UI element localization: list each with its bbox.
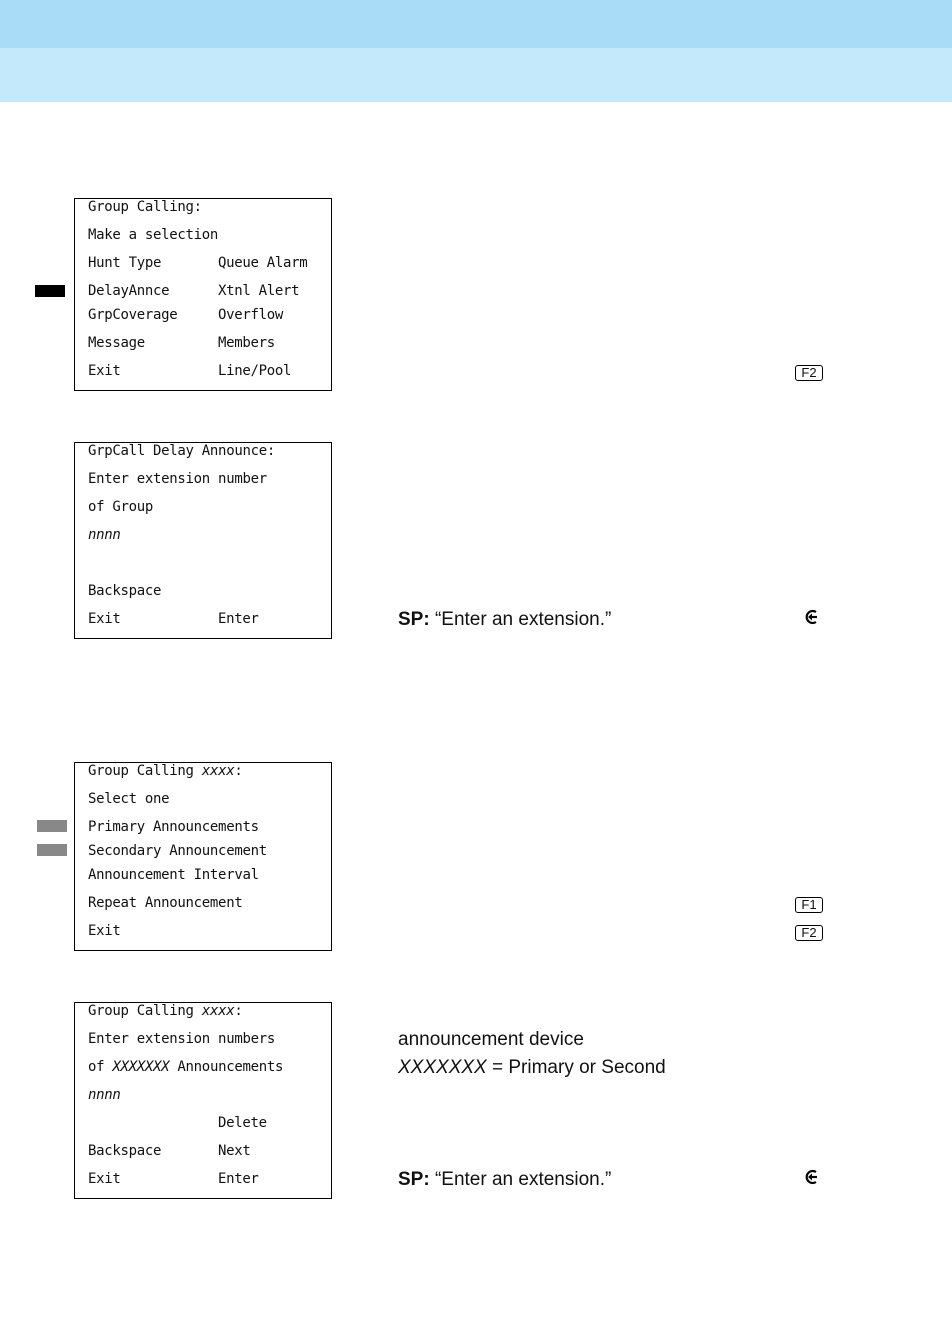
option-grp-coverage[interactable]: GrpCoverage <box>88 307 178 323</box>
speech-text: “Enter an extension.” <box>429 1169 612 1190</box>
f1-key[interactable]: F1 <box>795 897 823 913</box>
f2-key[interactable]: F2 <box>795 925 823 941</box>
option-delete[interactable]: Delete <box>218 1115 267 1131</box>
option-overflow[interactable]: Overflow <box>218 307 284 323</box>
screen-title: Group Calling xxxx: <box>88 763 243 779</box>
option-repeat-announcement[interactable]: Repeat Announcement <box>88 895 243 911</box>
screen-title: Group Calling: <box>88 199 202 215</box>
option-exit[interactable]: Exit <box>88 611 121 627</box>
system-prompt <box>398 1169 611 1191</box>
display-screen-group-calling <box>74 198 332 391</box>
speech-label: SP: <box>398 609 430 630</box>
display-screen-group-calling-select <box>74 762 332 951</box>
screen-title: Group Calling xxxx: <box>88 1003 243 1019</box>
display-screen-delay-announce <box>74 442 332 639</box>
speech-label: SP: <box>398 1169 430 1190</box>
speech-text: “Enter an extension.” <box>429 609 612 630</box>
selection-marker-primary <box>37 820 67 832</box>
extension-value: nnnn <box>88 527 121 543</box>
option-exit[interactable]: Exit <box>88 363 121 379</box>
option-members[interactable]: Members <box>218 335 275 351</box>
option-queue-alarm[interactable]: Queue Alarm <box>218 255 308 271</box>
option-primary-announcements[interactable]: Primary Announcements <box>88 819 259 835</box>
return-icon <box>801 1167 821 1187</box>
option-secondary-announcement[interactable]: Secondary Announcement <box>88 843 267 859</box>
screen-title: GrpCall Delay Announce: <box>88 443 275 459</box>
option-line-pool[interactable]: Line/Pool <box>218 363 292 379</box>
selection-marker <box>35 285 65 297</box>
option-exit[interactable]: Exit <box>88 923 121 939</box>
screen-prompt-2: of XXXXXXX Announcements <box>88 1059 284 1075</box>
option-hunt-type[interactable]: Hunt Type <box>88 255 162 271</box>
option-announcement-interval[interactable]: Announcement Interval <box>88 867 259 883</box>
header-band-top <box>0 0 952 48</box>
return-icon <box>801 607 821 627</box>
option-enter[interactable]: Enter <box>218 1171 259 1187</box>
option-backspace[interactable]: Backspace <box>88 583 162 599</box>
f2-key[interactable]: F2 <box>795 365 823 381</box>
option-exit[interactable]: Exit <box>88 1171 121 1187</box>
header-band-bottom <box>0 48 952 102</box>
display-screen-enter-extensions <box>74 1002 332 1199</box>
option-enter[interactable]: Enter <box>218 611 259 627</box>
screen-prompt-2: of Group <box>88 499 154 515</box>
system-prompt <box>398 609 611 631</box>
note-device: announcement device <box>398 1029 584 1050</box>
option-xtnl-alert[interactable]: Xtnl Alert <box>218 283 300 299</box>
note-variable: XXXXXXX = Primary or Second <box>398 1057 666 1078</box>
option-message[interactable]: Message <box>88 335 145 351</box>
option-delay-annce[interactable]: DelayAnnce <box>88 283 170 299</box>
selection-marker-secondary <box>37 844 67 856</box>
screen-prompt: Select one <box>88 791 170 807</box>
screen-prompt: Enter extension number <box>88 471 267 487</box>
option-next[interactable]: Next <box>218 1143 251 1159</box>
extension-value: nnnn <box>88 1087 121 1103</box>
screen-prompt: Make a selection <box>88 227 219 243</box>
option-backspace[interactable]: Backspace <box>88 1143 162 1159</box>
screen-prompt: Enter extension numbers <box>88 1031 275 1047</box>
